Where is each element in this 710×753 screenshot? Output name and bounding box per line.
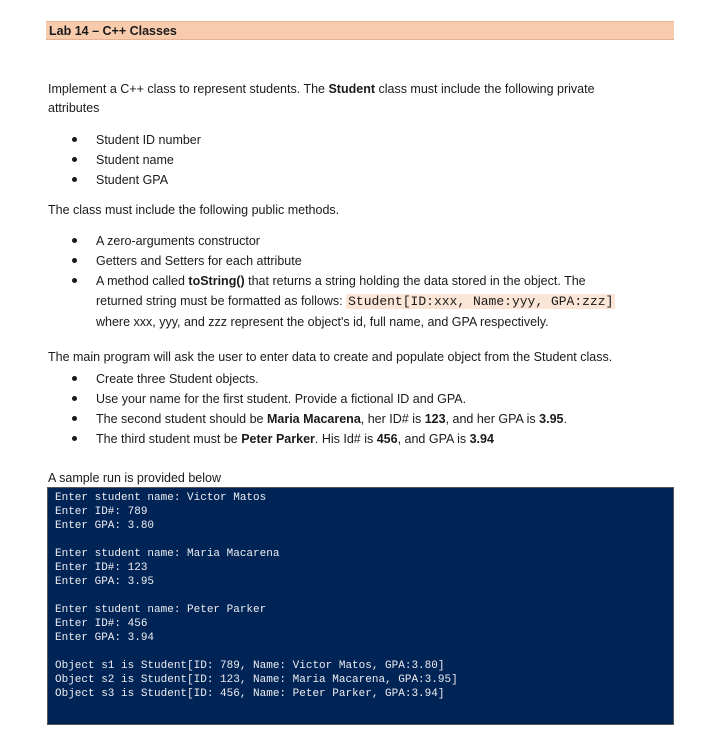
console-line: Enter ID#: 123	[55, 562, 148, 574]
bullet-icon	[72, 177, 77, 182]
console-line: Enter student name: Peter Parker	[55, 604, 267, 616]
console-line: Enter student name: Victor Matos	[55, 492, 267, 504]
console-line: Enter student name: Maria Macarena	[55, 548, 280, 560]
console-line: Enter ID#: 456	[55, 618, 148, 630]
bullet-icon	[72, 238, 77, 243]
list-item: Student name	[0, 150, 201, 170]
private-attributes-list	[0, 130, 201, 190]
methods-heading: The class must include the following public methods.	[48, 203, 340, 217]
methods-list	[0, 231, 615, 332]
console-line: Enter GPA: 3.94	[55, 632, 155, 644]
title-bar	[46, 21, 674, 40]
bullet-icon	[72, 376, 77, 381]
main-program-list	[0, 369, 567, 449]
student-class-name: Student	[328, 82, 375, 96]
bullet-icon	[72, 258, 77, 263]
list-item: A zero-arguments constructor	[0, 231, 615, 251]
list-item: Student GPA	[0, 170, 201, 190]
bullet-icon	[72, 396, 77, 401]
bullet-icon	[72, 137, 77, 142]
bullet-icon	[72, 436, 77, 441]
tostring-method-name: toString()	[188, 274, 245, 288]
console-line: Enter GPA: 3.80	[55, 520, 155, 532]
intro-line-2: attributes	[48, 101, 100, 115]
console-line	[55, 645, 673, 659]
list-item: Getters and Setters for each attribute	[0, 251, 615, 271]
console-line	[55, 589, 673, 603]
list-item-continuation: where xxx, yyy, and zzz represent the object's id, full name, and GPA respectively.	[96, 315, 549, 329]
list-item: Use your name for the first student. Provide a fictional ID and GPA.	[0, 389, 567, 409]
console-line	[55, 533, 673, 547]
bullet-icon	[72, 157, 77, 162]
list-item: The third student must be Peter Parker. His Id# is 456, and GPA is 3.94	[0, 429, 567, 449]
list-item: A method called toString() that returns a string holding the data stored in the object. The	[0, 271, 615, 291]
console-line: Object s3 is Student[ID: 456, Name: Peter Parker, GPA:3.94]	[55, 688, 445, 700]
sample-run-label: A sample run is provided below	[48, 471, 222, 485]
console-output	[47, 487, 674, 725]
bullet-icon	[72, 416, 77, 421]
console-line: Object s2 is Student[ID: 123, Name: Maria Macarena, GPA:3.95]	[55, 674, 458, 686]
intro-line-1: Implement a C++ class to represent students. The Student class must include the following private	[48, 82, 595, 96]
page-title: Lab 14 – C++ Classes	[49, 24, 177, 38]
console-line: Enter ID#: 789	[55, 506, 148, 518]
list-item: Create three Student objects.	[0, 369, 567, 389]
bullet-icon	[72, 278, 77, 283]
main-heading: The main program will ask the user to enter data to create and populate object from the Student class.	[48, 350, 613, 364]
console-line: Object s1 is Student[ID: 789, Name: Victor Matos, GPA:3.80]	[55, 660, 445, 672]
console-line: Enter GPA: 3.95	[55, 576, 155, 588]
list-item: Student ID number	[0, 130, 201, 150]
list-item: The second student should be Maria Macarena, her ID# is 123, and her GPA is 3.95.	[0, 409, 567, 429]
format-code-snippet: Student[ID:xxx, Name:yyy, GPA:zzz]	[348, 294, 614, 309]
list-item-continuation: returned string must be formatted as follows: Student[ID:xxx, Name:yyy, GPA:zzz]	[96, 294, 614, 309]
